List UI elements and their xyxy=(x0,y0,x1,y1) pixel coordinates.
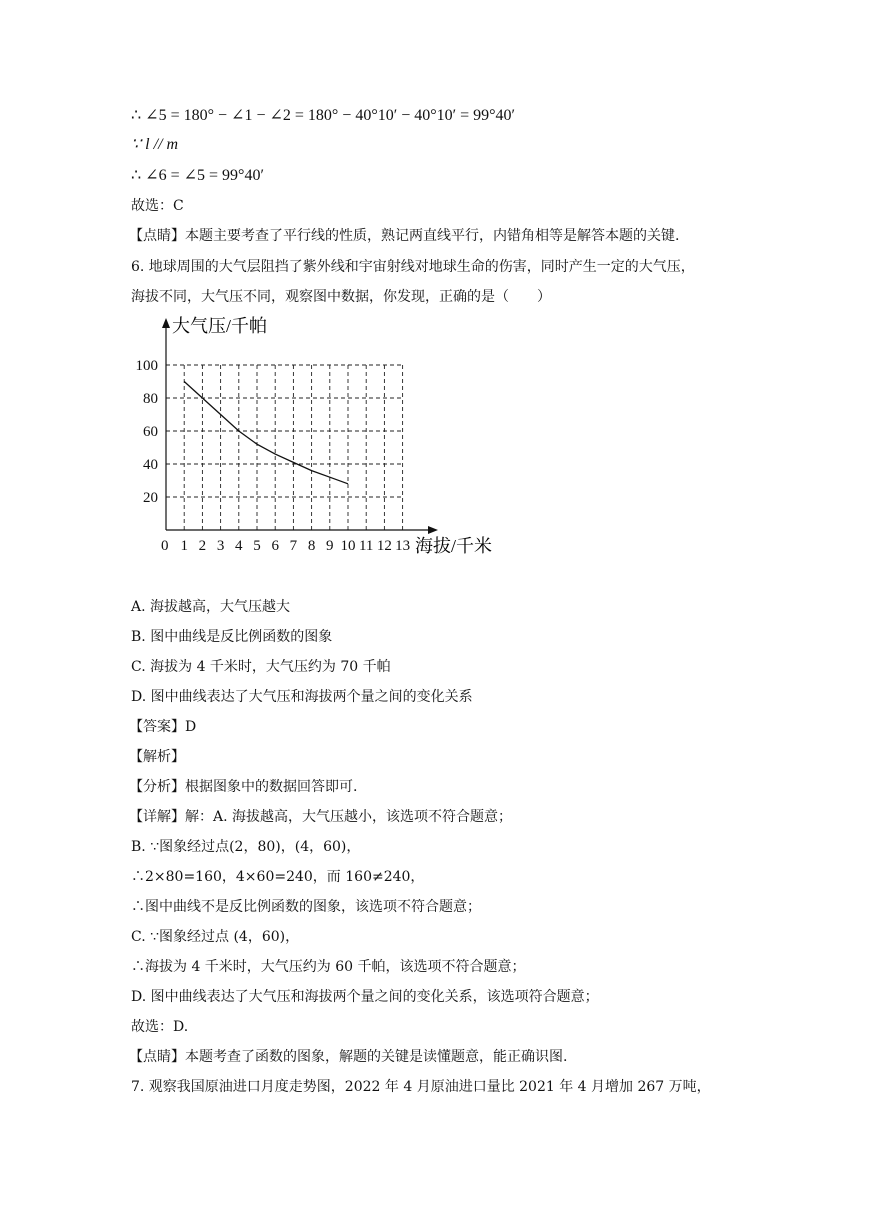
x-tick-label: 7 xyxy=(289,538,298,554)
x-tick-label: 8 xyxy=(307,538,316,554)
x-tick-label: 13 xyxy=(395,538,411,554)
y-tick-label: 20 xyxy=(143,490,158,506)
option-a: A. 海拔越高，大气压越大 xyxy=(131,599,291,615)
option-c: C. 海拔为 4 千米时，大气压约为 70 千帕 xyxy=(131,659,391,675)
analysis-detail-c-conclusion: ∴海拔为 4 千米时，大气压约为 60 千帕，该选项不符合题意； xyxy=(131,959,526,975)
angle-result-line: ∴ ∠6 = ∠5 = 99°40′ xyxy=(131,167,264,184)
q6-stem-line-2: 海拔不同，大气压不同，观察图中数据，你发现，正确的是（ ） xyxy=(131,289,551,305)
x-axis-arrow xyxy=(428,526,438,534)
option-b: B. 图中曲线是反比例函数的图象 xyxy=(131,629,333,645)
x-tick-label: 10 xyxy=(340,538,356,554)
y-tick-label: 80 xyxy=(143,391,158,407)
option-d: D. 图中曲线表达了大气压和海拔两个量之间的变化关系 xyxy=(131,689,473,705)
x-tick-label: 9 xyxy=(326,538,334,554)
x-tick-label: 12 xyxy=(376,538,392,554)
x-tick-label: 4 xyxy=(235,538,243,554)
y-axis-arrow xyxy=(162,318,170,328)
x-tick-label: 5 xyxy=(253,538,261,554)
x-tick-label: 11 xyxy=(358,538,374,554)
q7-stem-line-1: 7. 观察我国原油进口月度走势图，2022 年 4 月原油进口量比 2021 年 4 月增加 267 万吨， xyxy=(131,1079,711,1095)
x-tick-label: 2 xyxy=(198,538,207,554)
y-tick-label: 40 xyxy=(143,457,158,473)
prev-choice-line: 故选：C xyxy=(131,198,184,214)
chart-svg xyxy=(126,316,506,562)
x-tick-label: 1 xyxy=(180,538,188,554)
pressure-curve xyxy=(184,382,348,484)
analysis-detail-c: C. ∵图象经过点 (4，60)， xyxy=(131,929,300,945)
analysis-detail-b: B. ∵图象经过点(2，80)，(4，60)， xyxy=(131,839,361,855)
x-tick-label: 0 xyxy=(161,538,169,554)
y-tick-label: 100 xyxy=(135,358,158,374)
analysis-detail-a: 【详解】解：A. 海拔越高，大气压越小，该选项不符合题意； xyxy=(129,809,513,825)
analysis-detail-b-calc: ∴2×80=160，4×60=240，而 160≠240， xyxy=(131,869,425,885)
analysis-summary: 【分析】根据图象中的数据回答即可. xyxy=(129,779,358,795)
x-axis-label: 海拔/千米 xyxy=(415,536,493,556)
note-line: 【点睛】本题考查了函数的图象，解题的关键是读懂题意，能正确识图. xyxy=(129,1049,568,1065)
y-tick-label: 60 xyxy=(143,424,158,440)
answer-line: 【答案】D xyxy=(129,719,197,735)
analysis-title: 【解析】 xyxy=(129,749,185,765)
y-axis-label: 大气压/千帕 xyxy=(172,316,268,336)
parallel-condition-line: ∵ l // m xyxy=(131,136,179,153)
q6-stem-line-1: 6. 地球周围的大气层阻挡了紫外线和宇宙射线对地球生命的伤害，同时产生一定的大气压， xyxy=(131,259,695,275)
analysis-detail-d: D. 图中曲线表达了大气压和海拔两个量之间的变化关系，该选项符合题意； xyxy=(131,989,599,1005)
pressure-altitude-chart xyxy=(126,316,506,562)
solution-equation-line: ∴ ∠5 = 180° − ∠1 − ∠2 = 180° − 40°10′ − 40°10′ = 99°40′ xyxy=(131,107,516,124)
x-tick-label: 3 xyxy=(216,538,225,554)
prev-note-line: 【点睛】本题主要考查了平行线的性质，熟记两直线平行，内错角相等是解答本题的关键. xyxy=(129,228,680,244)
analysis-detail-b-conclusion: ∴图中曲线不是反比例函数的图象，该选项不符合题意； xyxy=(131,899,481,915)
x-tick-label: 6 xyxy=(271,538,279,554)
final-choice-line: 故选：D. xyxy=(131,1019,189,1035)
